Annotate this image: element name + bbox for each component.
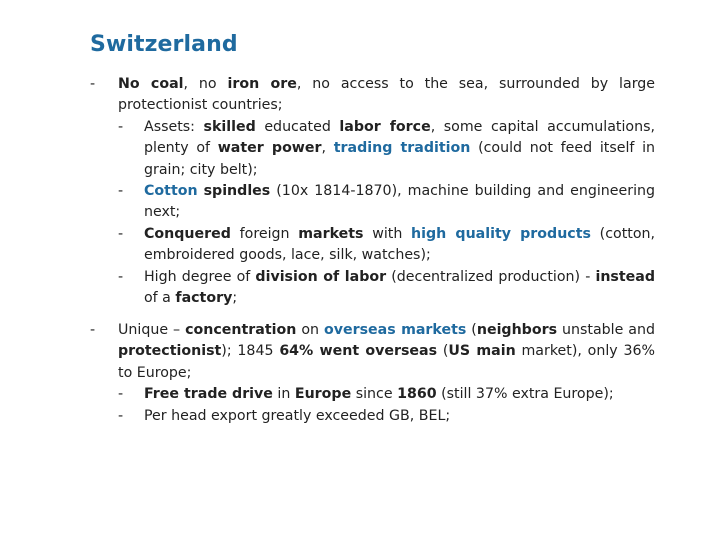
text-run: market), only 36% to Europe; [118, 343, 656, 381]
sub-bullet-export [118, 406, 655, 427]
sub-bullet-dash: - [118, 386, 124, 403]
text-run: spindles [203, 183, 271, 200]
text-run: 64% went overseas [279, 343, 438, 360]
text-run: concentration [185, 322, 297, 338]
sub-bullet-dash: - [118, 118, 124, 135]
text-run: trading tradition [333, 140, 471, 157]
bullet-overseas-text [118, 320, 655, 427]
text-run: neighbors [476, 322, 558, 338]
text-run: 1860 [397, 386, 437, 403]
sub-bullet-dash: - [118, 407, 124, 424]
text-run: , no [183, 76, 228, 92]
text-run: foreign [230, 225, 299, 242]
sub-bullet-cotton [118, 181, 655, 224]
text-run: on [296, 322, 324, 338]
text-run: ; [232, 290, 238, 307]
text-run: (cotton, embroidered goods, lace, silk, watches); [144, 225, 655, 264]
text-run: Unique – [118, 322, 186, 338]
sub-bullet-markets [118, 224, 655, 267]
sub-bullet-dash: - [118, 225, 124, 242]
sub-bullet-division [118, 267, 655, 310]
text-run: , some capital accumulations, plenty of [144, 118, 655, 157]
text-run: with [363, 225, 412, 242]
text-run: since [351, 386, 398, 403]
text-run: water power [217, 140, 322, 157]
text-run: Free trade drive [144, 386, 273, 403]
text-run: Per head export greatly exceeded GB, BEL; [144, 407, 451, 424]
bullet-resources [90, 74, 655, 309]
bullet-overseas-lead [118, 320, 655, 384]
sub-bullet-dash: - [118, 183, 124, 200]
text-run: Conquered [144, 225, 231, 242]
bullet-overseas [90, 320, 655, 427]
text-run: protectionist [118, 343, 222, 360]
text-run: (could not feed itself in grain; city belt); [144, 140, 656, 178]
sub-bullet-free-trade [118, 384, 655, 405]
sub-bullet-assets [118, 117, 655, 181]
sub-bullet-division-text [144, 269, 655, 306]
text-run: educated [255, 118, 340, 135]
sub-bullet-free-trade-text [144, 386, 614, 402]
bullet-dash: - [90, 76, 96, 92]
text-run: ); 1845 [221, 343, 280, 360]
text-run: US main [448, 343, 516, 360]
sub-bullet-assets-text [144, 119, 655, 178]
text-run: instead [595, 268, 655, 285]
sub-bullet-dash: - [118, 268, 124, 285]
text-run: high quality products [411, 225, 591, 242]
sub-bullet-cotton-text [144, 183, 655, 220]
text-run: skilled [203, 118, 256, 135]
text-run: factory [175, 290, 233, 307]
text-run: (10x 1814-1870), machine building and engineering next; [144, 183, 656, 221]
sub-bullet-export-text [144, 408, 450, 424]
text-run: iron ore [227, 76, 297, 92]
text-run: Assets: [144, 118, 204, 135]
bullet-resources-lead [118, 74, 655, 117]
sub-bullet-markets-text [144, 226, 655, 263]
text-run: , [321, 140, 334, 157]
text-run: labor force [339, 118, 431, 135]
text-run: overseas markets [323, 322, 467, 338]
text-run: ( [466, 322, 477, 338]
slide-title: Switzerland [90, 32, 238, 57]
text-run: Europe [294, 386, 352, 403]
text-run: in [272, 386, 295, 403]
text-run: (still 37% extra Europe); [436, 386, 614, 403]
text-run: Cotton [144, 183, 198, 200]
text-run: High degree of [144, 268, 256, 285]
bullet-dash: - [90, 322, 96, 338]
text-run: markets [298, 225, 364, 242]
text-run: (decentralized production) - [386, 268, 596, 285]
text-run: No coal [118, 76, 184, 92]
bullet-resources-text [118, 74, 655, 309]
text-run: of a [144, 290, 176, 307]
text-run: unstable and [557, 322, 655, 338]
text-run: , no access to the sea, surrounded by large protectionist countries; [118, 76, 656, 114]
text-run: division of labor [255, 268, 387, 285]
text-run: ( [437, 343, 449, 360]
